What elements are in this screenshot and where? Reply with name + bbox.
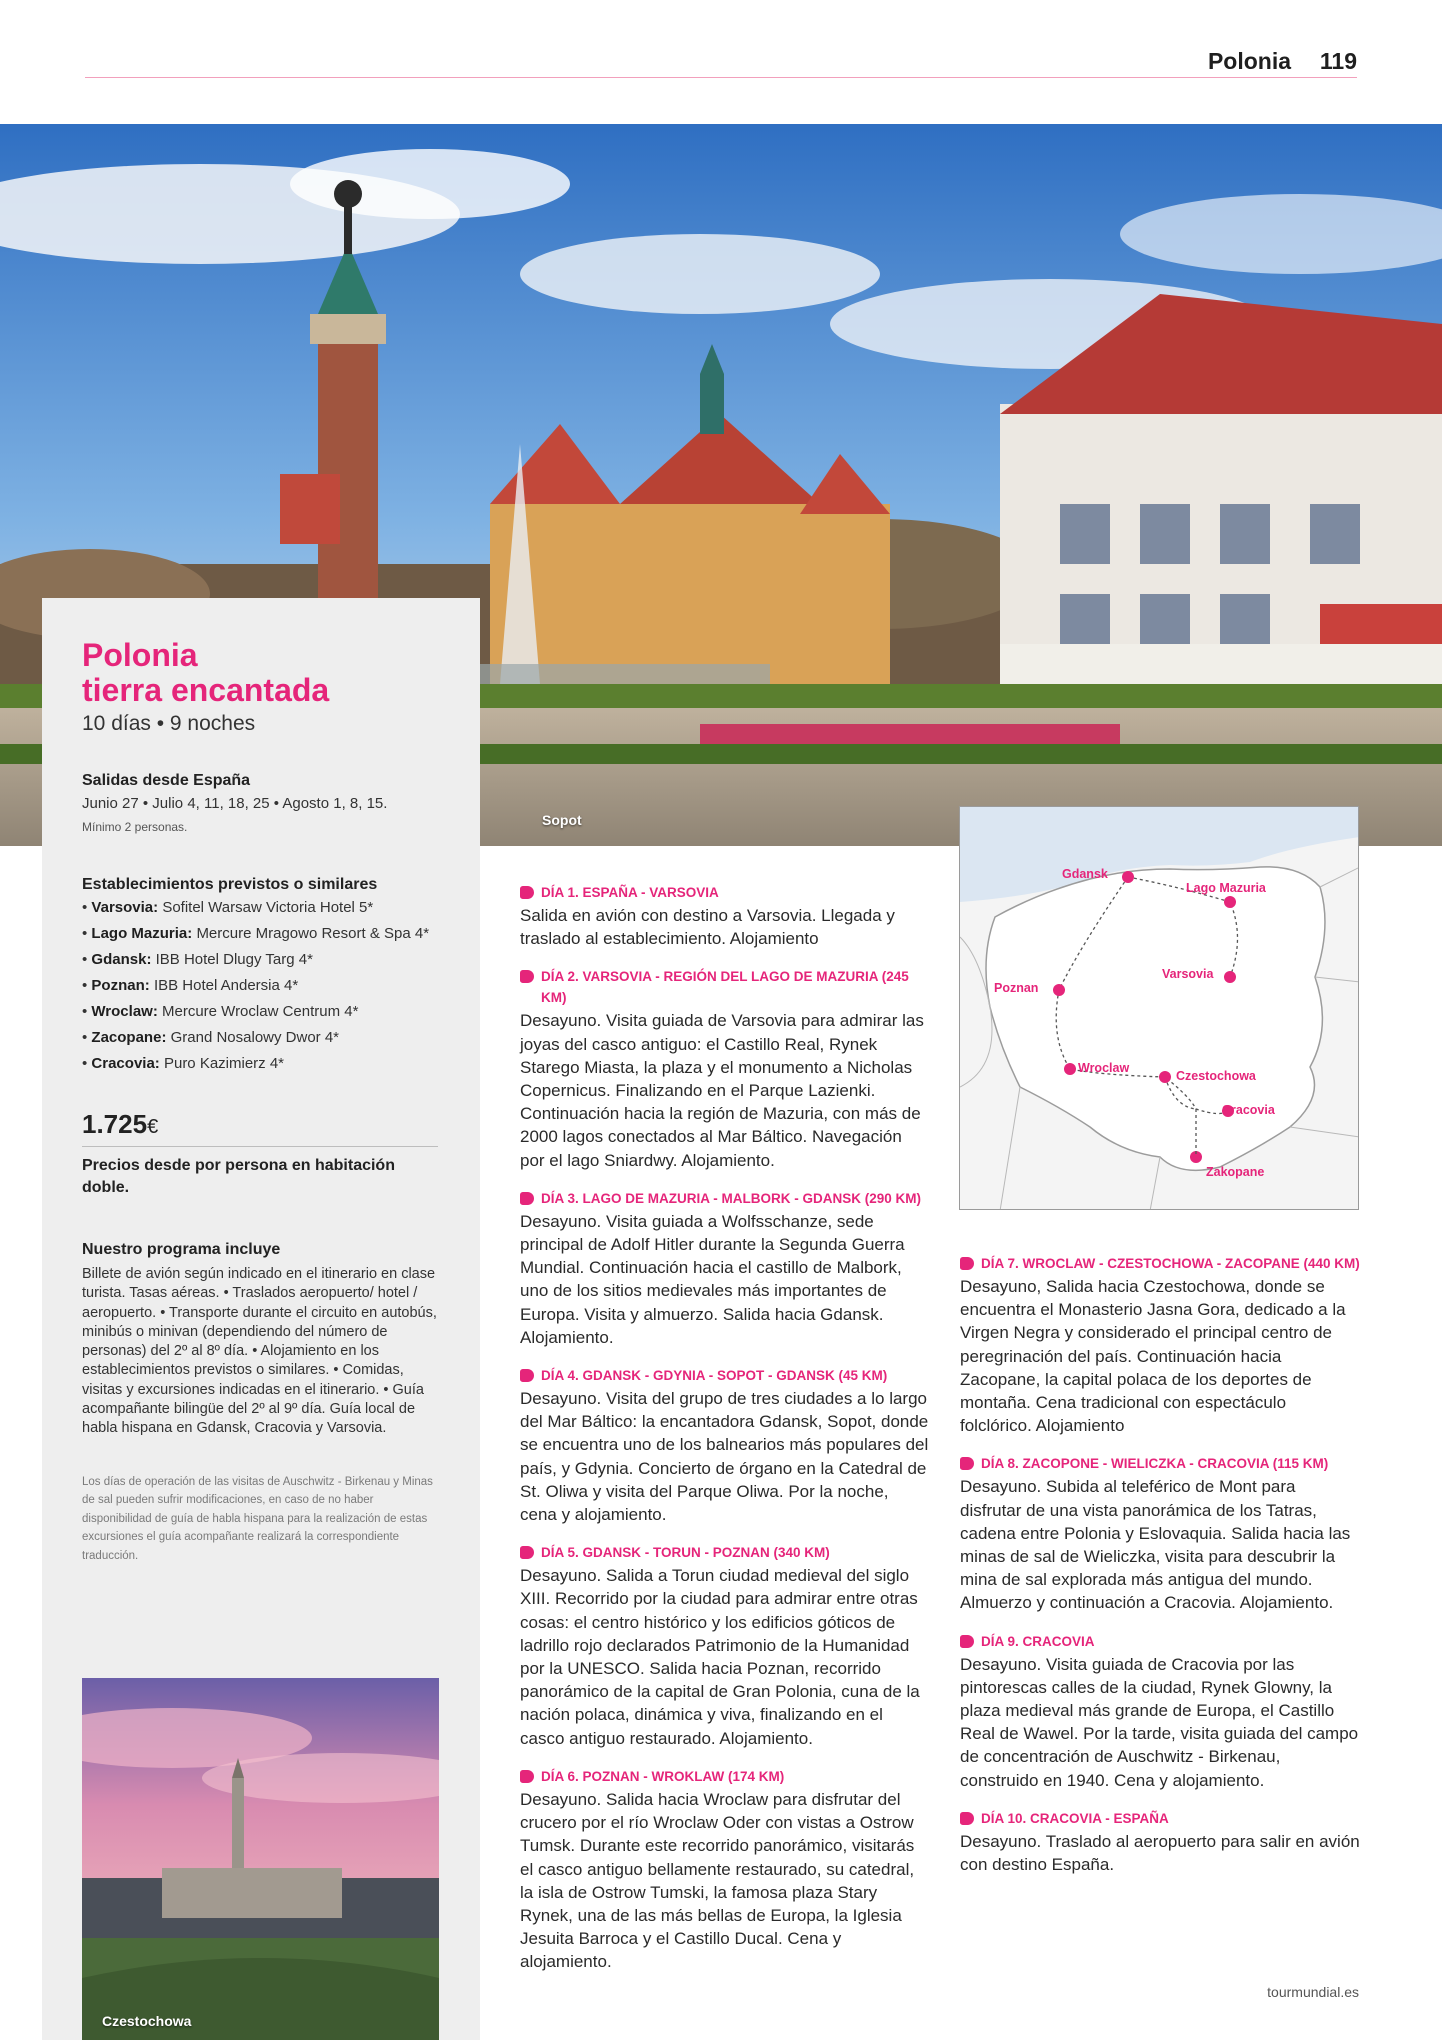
- itinerary-column-2: [960, 1253, 1360, 1892]
- map-point-varsovia: [1224, 971, 1236, 983]
- hotels-block: [82, 876, 438, 1073]
- price-amount: 1.725: [82, 1109, 148, 1139]
- map-point-gdansk: [1122, 871, 1134, 883]
- list-item: • Gdansk: IBB Hotel Dlugy Targ 4*: [82, 951, 313, 968]
- departures-title: Salidas desde España: [82, 772, 251, 789]
- day-title: DÍA 9. CRACOVIA: [960, 1631, 1360, 1652]
- map-point-wroclaw: [1064, 1063, 1076, 1075]
- day-title: DÍA 3. LAGO DE MAZURIA - MALBORK - GDANSK (290 KM): [520, 1188, 930, 1209]
- hotel-city: Cracovia:: [91, 1055, 160, 1072]
- day-entry: [960, 1253, 1360, 1437]
- hotel-name: IBB Hotel Dlugy Targ 4*: [155, 951, 313, 968]
- day-description: Desayuno. Visita guiada de Cracovia por las pintorescas calles de la ciudad, Rynek Glowny, la plaza medieval más grande de Europa, el Castillo Real de Wawel. Por la tarde, visita guiada del campo de concentración de Auschwitz - Birkenau, construido en 1940. Cena y alojamiento.: [960, 1654, 1359, 1790]
- day-title: DÍA 1. ESPAÑA - VARSOVIA: [520, 882, 930, 903]
- day-title: DÍA 6. POZNAN - WROKLAW (174 KM): [520, 1766, 930, 1787]
- hotel-name: Mercure Mragowo Resort & Spa 4*: [196, 925, 430, 942]
- list-item: • Poznan: IBB Hotel Andersia 4*: [82, 977, 299, 994]
- hotels-title: Establecimientos previstos o similares: [82, 876, 378, 893]
- day-entry: [960, 1631, 1360, 1792]
- day-description: Desayuno. Visita guiada a Wolfsschanze, sede principal de Adolf Hitler durante la Segunda Guerra Mundial. Continuación hacia el castillo de Malbork, uno de los sitios medievales más importantes de Europa. Visita y almuerzo. Salida hacia Gdansk. Alojamiento.: [520, 1211, 905, 1347]
- day-entry: [960, 1808, 1360, 1876]
- day-title: DÍA 2. VARSOVIA - REGIÓN DEL LAGO DE MAZURIA (245 KM): [520, 966, 930, 1008]
- day-title: DÍA 7. WROCLAW - CZESTOCHOWA - ZACOPANE (440 KM): [960, 1253, 1360, 1274]
- hotel-name: Puro Kazimierz 4*: [163, 1055, 285, 1072]
- hotel-list: [82, 898, 438, 1073]
- operation-note: Los días de operación de las visitas de Auschwitz - Birkenau y Minas de sal pueden sufrir modificaciones, en caso de no haber disponibilidad de guía de habla hispana para la realización de estas excursiones el guía acompañante realizará la correspondiente traducción.: [82, 1475, 433, 1562]
- day-entry: [520, 1766, 930, 1974]
- day-description: Desayuno. Salida hacia Wroclaw para disfrutar del crucero por el río Wroclaw Oder con vistas a Ostrow Tumsk. Durante este recorrido panorámico, visitarás el casco antiguo bellamente restaurado, su catedral, la isla de Ostrow Tumski, la famosa plaza Stary Rynek, una de las más bellas de Europa, la Iglesia Jesuita Barroca y el Castillo Ducal. Cena y alojamiento.: [520, 1789, 915, 1972]
- map-label-wroclaw: Wroclaw: [1078, 1061, 1130, 1075]
- list-item: • Zacopane: Grand Nosalowy Dwor 4*: [82, 1029, 340, 1046]
- day-description: Desayuno. Visita del grupo de tres ciudades a lo largo del Mar Báltico: la encantadora Gdansk, Sopot, donde se encuentra uno de los balnearios más populares del país, y Gdynia. Concierto de órgano en la Catedral de St. Oliwa y visita del Parque Oliwa. Por la noche, cena y alojamiento.: [520, 1389, 929, 1525]
- hotel-name: Sofitel Warsaw Victoria Hotel 5*: [162, 899, 374, 916]
- day-title: DÍA 10. CRACOVIA - ESPAÑA: [960, 1808, 1360, 1829]
- hotel-name: IBB Hotel Andersia 4*: [153, 977, 299, 994]
- map-point-poznan: [1053, 984, 1065, 996]
- day-entry: [960, 1453, 1360, 1614]
- day-description: Desayuno. Salida a Torun ciudad medieval del siglo XIII. Recorrido por la ciudad para admirar entre otras cosas: el centro histórico y los edificios góticos de ladrillo rojo declarados Patrimonio de la Humanidad por la UNESCO. Salida hacia Poznan, recorrido panorámico de la capital de Gran Polonia, cuna de la nación polaca, dinámica y viva, finalizando en el casco antiguo restaurado. Alojamiento.: [520, 1566, 920, 1748]
- map-label-cracovia: Cracovia: [1222, 1103, 1275, 1117]
- hotel-name: Mercure Wroclaw Centrum 4*: [162, 1003, 359, 1020]
- hotel-city: Zacopane:: [91, 1029, 167, 1046]
- hotel-city: Wroclaw:: [91, 1003, 158, 1020]
- trip-title-line1: Polonia: [82, 637, 198, 673]
- price-currency: €: [147, 1116, 159, 1138]
- departures-dates: Junio 27 • Julio 4, 11, 18, 25 • Agosto 1, 8, 15.: [82, 795, 388, 812]
- map-point-mazuria: [1224, 896, 1236, 908]
- list-item: • Wroclaw: Mercure Wroclaw Centrum 4*: [82, 1003, 359, 1020]
- trip-title-line2: tierra encantada: [82, 672, 330, 708]
- poland-map: [960, 807, 1359, 1210]
- list-item: • Cracovia: Puro Kazimierz 4*: [82, 1055, 285, 1072]
- hotel-city: Varsovia:: [91, 899, 159, 916]
- hero-caption: Sopot: [542, 812, 582, 828]
- includes-block: [82, 1241, 438, 1439]
- section-country: Polonia: [1207, 48, 1291, 74]
- list-item: • Varsovia: Sofitel Warsaw Victoria Hotel 5*: [82, 899, 374, 916]
- hotel-name: Grand Nosalowy Dwor 4*: [170, 1029, 340, 1046]
- price-block: [82, 1109, 438, 1199]
- day-description: Desayuno. Traslado al aeropuerto para salir en avión con destino España.: [960, 1831, 1360, 1875]
- map-label-mazuria: Lago Mazuria: [1186, 881, 1266, 895]
- day-title: DÍA 4. GDANSK - GDYNIA - SOPOT - GDANSK (45 KM): [520, 1365, 930, 1386]
- czestochowa-photo-illustration: [82, 1678, 439, 2040]
- day-entry: [520, 1365, 930, 1526]
- map-point-czestochowa: [1159, 1071, 1171, 1083]
- day-description: Desayuno, Salida hacia Czestochowa, donde se encuentra el Monasterio Jasna Gora, dedicado a la Virgen Negra y considerado el principal centro de peregrinación del país. Continuación hacia Zacopane, la capital polaca de los deportes de montaña. Cena tradicional con espectáculo folclórico. Alojamiento: [960, 1277, 1346, 1436]
- departures-block: [82, 772, 438, 834]
- price-value: [82, 1109, 438, 1140]
- minimum-people: Mínimo 2 personas.: [82, 820, 188, 834]
- day-entry: [520, 966, 930, 1171]
- price-note: Precios desde por persona en habitación doble.: [82, 1157, 395, 1196]
- czestochowa-caption: Czestochowa: [102, 2013, 192, 2029]
- day-description: Desayuno. Visita guiada de Varsovia para admirar las joyas del casco antiguo: el Castillo Real, Rynek Starego Miasta, la plaza y el monumento a Nicholas Copernicus. Finalizando en el Parque Lazienki. Continuación hacia la región de Mazuria, con más de 2000 lagos conectados al Mar Báltico. Navegación por el lago Sniardwy. Alojamiento.: [520, 1011, 924, 1170]
- czestochowa-photo: [82, 1678, 439, 2040]
- day-description: Desayuno. Subida al teleférico de Mont para disfrutar de una vista panorámica de los Tatras, cadena entre Polonia y Eslovaquia. Salida hacia las minas de sal de Wieliczka, visita para descubrir la mina de sal explorada más antigua del mundo. Almuerzo y continuación a Cracovia. Alojamiento.: [960, 1477, 1351, 1613]
- includes-text: Billete de avión según indicado en el itinerario en clase turista. Tasas aéreas. • Traslados aeropuerto/ hotel / aeropuerto. • Transporte durante el circuito en autobús, minibús o minivan (dependiendo del número de personas) del 2º al 8º día. • Alojamiento en los establecimientos previstos o similares. • Comidas, visitas y excursiones indicadas en el itinerario. • Guía acompañante bilingüe del 2º al 9º día. Guía local de habla hispana en Gdansk, Cracovia y Varsovia.: [82, 1266, 437, 1437]
- map-label-czestochowa: Czestochowa: [1176, 1069, 1256, 1083]
- price-divider: [82, 1146, 438, 1147]
- hotel-city: Gdansk:: [91, 951, 152, 968]
- hotel-city: Lago Mazuria:: [91, 925, 193, 942]
- day-entry: [520, 1542, 930, 1750]
- page-number: 119: [1319, 48, 1357, 74]
- map-label-zakopane: Zakopane: [1206, 1165, 1265, 1179]
- footer-url: tourmundial.es: [1267, 1984, 1359, 2000]
- includes-title: Nuestro programa incluye: [82, 1241, 281, 1258]
- day-description: Salida en avión con destino a Varsovia. Llegada y traslado al establecimiento. Alojamiento: [520, 906, 895, 949]
- day-title: DÍA 8. ZACOPONE - WIELICZKA - CRACOVIA (115 KM): [960, 1453, 1360, 1474]
- route-map: [959, 806, 1359, 1210]
- hotel-city: Poznan:: [91, 977, 150, 994]
- day-title: DÍA 5. GDANSK - TORUN - POZNAN (340 KM): [520, 1542, 930, 1563]
- map-label-varsovia: Varsovia: [1162, 967, 1214, 981]
- map-label-poznan: Poznan: [994, 981, 1039, 995]
- trip-duration: 10 días • 9 noches: [82, 712, 256, 735]
- map-label-gdansk: Gdansk: [1062, 867, 1108, 881]
- itinerary-column-1: [520, 882, 930, 1990]
- page-header: [85, 44, 1357, 78]
- list-item: • Lago Mazuria: Mercure Mragowo Resort & Spa 4*: [82, 925, 430, 942]
- day-entry: [520, 882, 930, 950]
- day-entry: [520, 1188, 930, 1349]
